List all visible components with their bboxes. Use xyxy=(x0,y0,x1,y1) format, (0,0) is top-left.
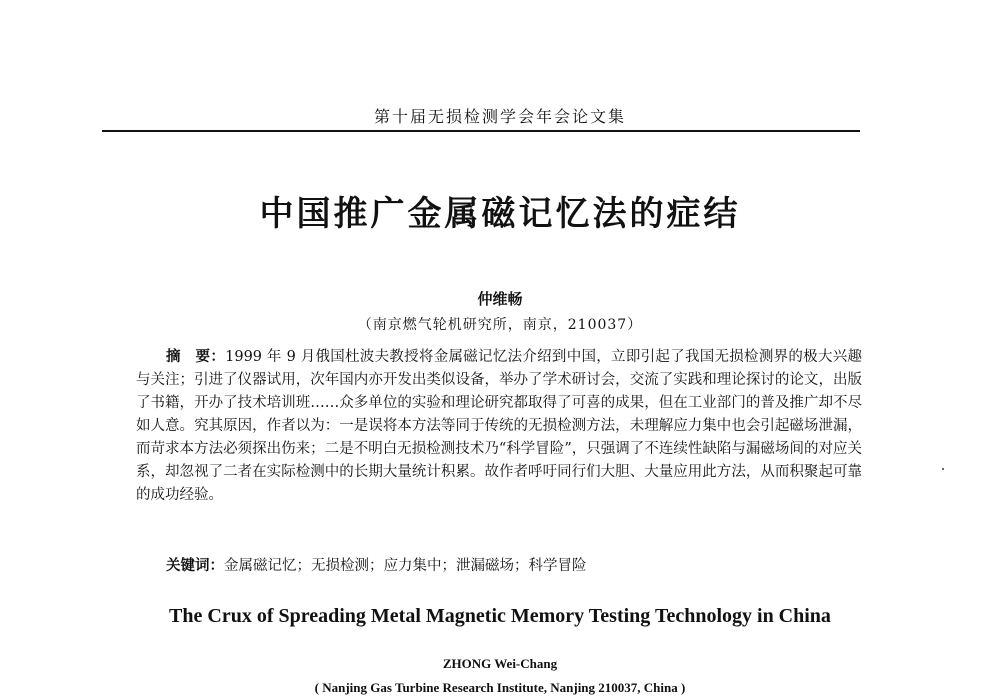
affiliation-en: ( Nanjing Gas Turbine Research Institute, Nanjing 210037, China ) xyxy=(314,680,686,695)
author-en: ZHONG Wei-Chang xyxy=(442,656,558,671)
abstract-label: 摘 要： xyxy=(166,349,226,365)
abstract-text: 1999 年 9 月俄国杜波夫教授将金属磁记忆法介绍到中国，立即引起了我国无损检测界的极大兴趣与关注；引进了仪器试用，次年国内亦开发出类似设备，举办了学术研讨会，交流了实践和理论探讨的论文，出版了书籍，开办了技术培训班……众多单位的实验和理论研究都取得了可喜的成果，但在工业部门的普及推广却不尽如人意。究其原因，作者以为：一是误将本方法等同于传统的无损检测方法，未理解应力集中也会引起磁场泄漏，而苛求本方法必须探出伤来；二是不明白无损检测技术乃“科学冒险”，只强调了不连续性缺陷与漏磁场间的对应关系，却忽视了二者在实际检测中的长期大量统计积累。故作者呼吁同行们大胆、大量应用此方法，从而积聚起可靠的成功经验。 xyxy=(136,349,863,503)
scan-speck xyxy=(942,468,944,470)
running-head: 第十届无损检测学会年会论文集 xyxy=(373,107,626,126)
affiliation-cn: （南京燃气轮机研究所，南京，210037） xyxy=(357,317,643,333)
paper-title-cn: 中国推广金属磁记忆法的症结 xyxy=(259,194,741,234)
author-cn: 仲维畅 xyxy=(477,290,523,308)
keywords-label: 关键词： xyxy=(166,558,224,574)
abstract xyxy=(136,346,862,507)
keywords xyxy=(166,554,866,575)
keywords-text: 金属磁记忆；无损检测；应力集中；泄漏磁场；科学冒险 xyxy=(224,558,587,574)
header-rule xyxy=(102,130,860,132)
paper-title-en: The Crux of Spreading Metal Magnetic Memory Testing Technology in China xyxy=(169,605,831,627)
